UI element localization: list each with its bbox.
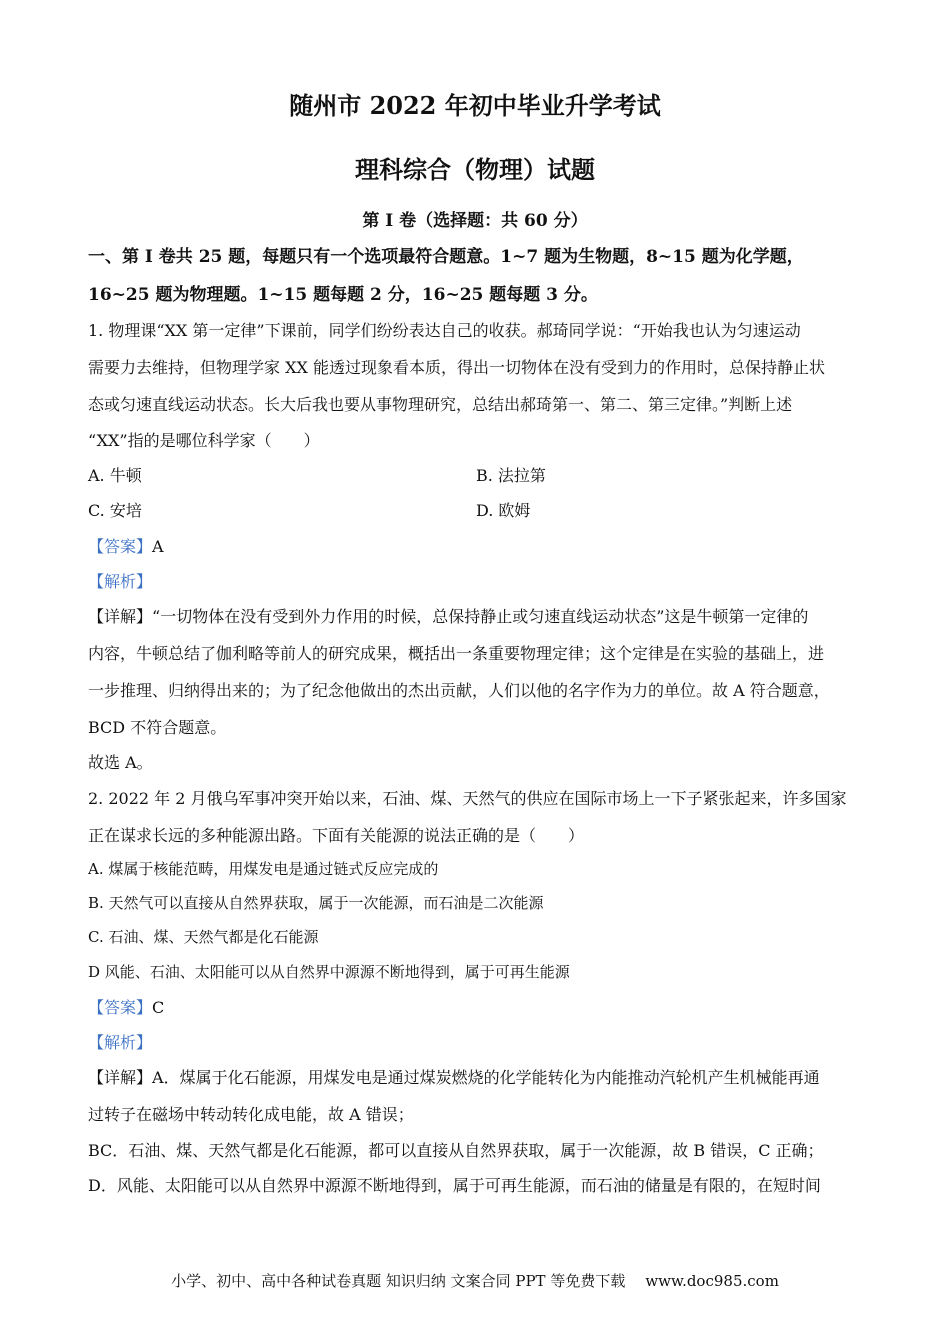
q1-stem-line: 态或匀速直线运动状态。长大后我也要从事物理研究，总结出郝琦第一、第二、第三定律。”判断上述: [88, 395, 793, 414]
answer-value: C: [152, 998, 165, 1017]
q1-detail-line: 一步推理、归纳得出来的；为了纪念他做出的杰出贡献，人们以他的名字作为力的单位。故 A 符合题意，: [88, 681, 830, 700]
footer-url: www.doc985.com: [645, 1272, 779, 1290]
q1-option-a: A. 牛顿: [88, 466, 142, 485]
answer-label: 【答案】: [88, 998, 153, 1017]
q1-option-c: C. 安培: [88, 501, 142, 520]
q2-detail-line: D．风能、太阳能可以从自然界中源源不断地得到，属于可再生能源，而石油的储量是有限的，在短时间: [88, 1176, 821, 1195]
q2-option-b: B. 天然气可以直接从自然界获取，属于一次能源，而石油是二次能源: [88, 894, 544, 912]
q1-detail-line: 【详解】“一切物体在没有受到外力作用的时候，总保持静止或匀速直线运动状态”这是牛顿第一定律的: [88, 607, 809, 626]
page-title: 随州市 2022 年初中毕业升学考试: [289, 91, 661, 120]
q2-detail-line: 过转子在磁场中转动转化成电能，故 A 错误；: [88, 1105, 414, 1124]
page-footer: [0, 1270, 950, 1291]
q1-detail-line: 故选 A。: [88, 753, 153, 772]
detail-label: 【详解】: [88, 607, 153, 626]
page-subtitle: 理科综合（物理）试题: [355, 155, 595, 184]
q1-option-d: D. 欧姆: [476, 501, 531, 520]
q2-answer: [88, 995, 868, 1018]
q2-stem-line: 正在谋求长远的多种能源出路。下面有关能源的说法正确的是（ ）: [88, 826, 585, 845]
q1-detail-line: BCD 不符合题意。: [88, 718, 227, 737]
q1-stem-line: 1. 物理课“XX 第一定律”下课前，同学们纷纷表达自己的收获。郝琦同学说：“开始我也认为匀速运动: [88, 321, 801, 340]
q1-stem-line: 需要力去维持，但物理学家 XX 能透过现象看本质，得出一切物体在没有受到力的作用时，总保持静止状: [88, 358, 825, 377]
section-heading: 第 I 卷（选择题：共 60 分）: [362, 211, 588, 231]
q2-option-c: C. 石油、煤、天然气都是化石能源: [88, 928, 319, 946]
q1-option-b: B. 法拉第: [476, 466, 546, 485]
instruction-line: 16~25 题为物理题。1~15 题每题 2 分，16~25 题每题 3 分。: [88, 285, 598, 305]
q2-stem-line: 2. 2022 年 2 月俄乌军事冲突开始以来，石油、煤、天然气的供应在国际市场上一下子紧张起来，许多国家: [88, 789, 847, 808]
q2-analysis-label: 【解析】: [88, 1033, 153, 1052]
q2-option-a: A. 煤属于核能范畴，用煤发电是通过链式反应完成的: [88, 860, 439, 878]
detail-label: 【详解】: [88, 1068, 153, 1087]
answer-value: A: [152, 537, 164, 556]
q2-detail-line: BC．石油、煤、天然气都是化石能源，都可以直接从自然界获取，属于一次能源，故 B 错误，C 正确；: [88, 1141, 824, 1160]
q1-answer: [88, 534, 868, 557]
q2-detail-line: 【详解】A．煤属于化石能源，用煤发电是通过煤炭燃烧的化学能转化为内能推动汽轮机产生机械能再通: [88, 1068, 820, 1087]
q1-stem-line: “XX”指的是哪位科学家（ ）: [88, 431, 320, 450]
q1-detail-line: 内容，牛顿总结了伽利略等前人的研究成果，概括出一条重要物理定律；这个定律是在实验的基础上，进: [88, 644, 825, 663]
instruction-line: 一、第 I 卷共 25 题，每题只有一个选项最符合题意。1~7 题为生物题，8~15 题为化学题，: [88, 247, 804, 267]
footer-text: 小学、初中、高中各种试卷真题 知识归纳 文案合同 PPT 等免费下载: [171, 1272, 626, 1290]
q1-analysis-label: 【解析】: [88, 572, 153, 591]
answer-label: 【答案】: [88, 537, 153, 556]
q2-option-d: D 风能、石油、太阳能可以从自然界中源源不断地得到，属于可再生能源: [88, 963, 570, 981]
